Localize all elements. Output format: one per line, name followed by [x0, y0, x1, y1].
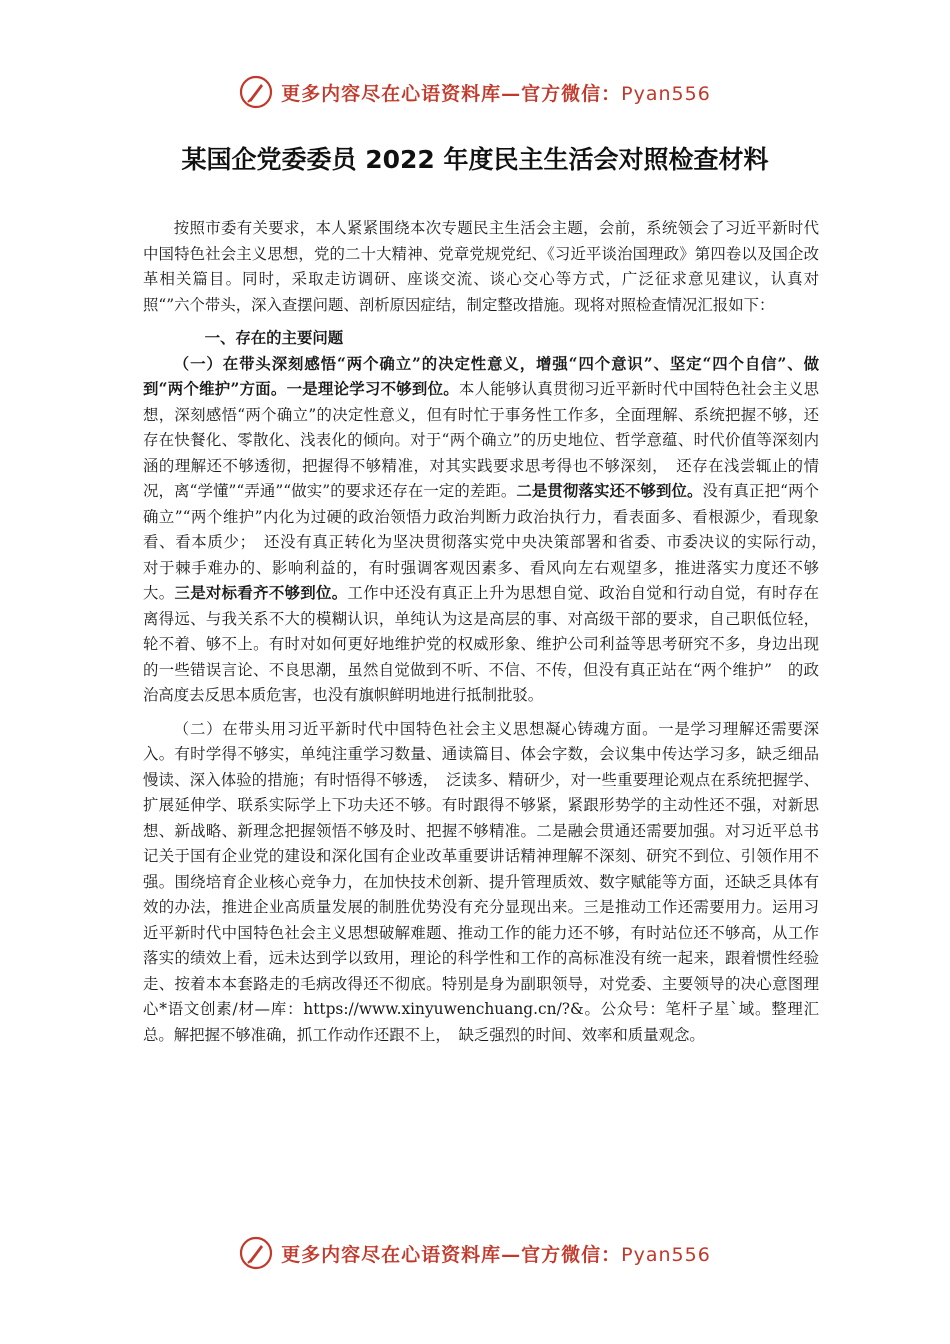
part1-text2: 没有真正把“两个确立”“两个维护”内化为过硬的政治领悟力政治判断力政治执行力，看表面多、看根源少，看现象看、看本质少； 还没有真正转化为坚决贯彻落实党中央决策部署和省委、市委决议的实际行动， 对于棘手难办的、影响利益的，有时强调客观因素多、看风向左右观望多，推进落实力度还不够大。: [143, 482, 835, 602]
document-body: [143, 216, 835, 1048]
part1-paragraph: [143, 352, 835, 709]
part2-paragraph: （二）在带头用习近平新时代中国特色社会主义思想凝心铸魂方面。一是学习理解还需要深入。有时学得不够实，单纯注重学习数量、通读篇目、体会字数，会议集中传达学习多，缺乏细品慢读、深入体验的措施；有时悟得不够透， 泛读多、精研少，对一些重要理论观点在系统把握学、扩展延伸学、联系实际学上下功夫还不够。有时跟得不够紧，紧跟形势学的主动性还不强，对新思想、新战略、新理念把握领悟不够及时、把握不够精准。二是融会贯通还需要加强。对习近平总书记关于国有企业党的建设和深化国有企业改革重要讲话精神理解不深刻、研究不到位、引领作用不强。围绕培育企业核心竞争力，在加快技术创新、提升管理质效、数字赋能等方面，还缺乏具体有效的办法，推进企业高质量发展的制胜优势没有充分显现出来。三是推动工作还需要用力。运用习近平新时代中国特色社会主义思想破解难题、推动工作的能力还不够，有时站位还不够高，从工作落实的绩效上看，远未达到学以致用，理论的科学性和工作的高标准没有统一起来，跟着惯性经验走、按着本本套路走的毛病改得还不彻底。特别是身为副职领导，对党委、主要领导的决心意图理心*语文创素/材—库：https://www.xinyuwenchuang.cn/?&。公众号：笔杆子星`域。整理汇总。解把握不够准确，抓工作动作还跟不上， 缺乏强烈的时间、效率和质量观念。: [143, 719, 819, 1044]
part1-text1: 本人能够认真贯彻习近平新时代中国特色社会主义思想，深刻感悟“两个确立”的决定性意义，但有时忙于事务性工作多，全面理解、系统把握不够，还存在快餐化、零散化、浅表化的倾向。对于“两个确立”的历史地位、哲学意蕴、时代价值等深刻内涵的理解还不够透彻，把握得不够精准，对其实践要求思考得也不够深刻， 还存在浅尝辄止的情况，离“学懂”“弄通”“做实”的要求还存在一定的差距。: [143, 380, 819, 500]
watermark-text: 更多内容尽在心语资料库—官方微信：Pyan556: [281, 82, 711, 105]
watermark-banner-bottom: [0, 1233, 950, 1273]
watermark-text: 更多内容尽在心语资料库—官方微信：Pyan556: [281, 1243, 711, 1266]
part1-text3: 工作中还没有真正上升为思想自觉、政治自觉和行动自觉，有时存在离得远、与我关系不大的模糊认识，单纯认为这是高层的事、对高级干部的要求，自己职低位轻，轮不着、够不上。有时对如何更好地维护党的权威形象、维护公司利益等思考研究不多，身边出现的一些错误言论、不良思潮，虽然自觉做到不听、不信、不传，但没有真正站在“两个维护” 的政治高度去反思本质危害，也没有旗帜鲜明地进行抵制批驳。: [143, 584, 819, 704]
part1-lead: （一）在带头深刻感悟“两个确立”的决定性意义，增强“四个意识”、坚定“四个自信”、做到“两个维护”方面。一是理论学习不够到位。: [143, 354, 819, 398]
quill-seal-icon: [239, 75, 273, 109]
quill-seal-icon: [239, 1236, 273, 1270]
section-heading: 一、存在的主要问题: [204, 329, 344, 347]
part1-bold3: 三是对标看齐不够到位。: [174, 584, 348, 602]
page-title: 某国企党委委员 2022 年度民主生活会对照检查材料: [181, 145, 769, 174]
watermark-banner-top: [0, 72, 950, 112]
intro-paragraph: 按照市委有关要求，本人紧紧围绕本次专题民主生活会主题，会前，系统领会了习近平新时代中国特色社会主义思想，党的二十大精神、党章党规党纪、《习近平谈治国理政》第四卷以及国企改革相关篇目。同时，采取走访调研、座谈交流、谈心交心等方式，广泛征求意见建议，认真对照“”六个带头，深入查摆问题、剖析原因症结，制定整改措施。现将对照检查情况汇报如下：: [143, 219, 819, 314]
part1-bold2: 二是贯彻落实还不够到位。: [516, 482, 703, 500]
